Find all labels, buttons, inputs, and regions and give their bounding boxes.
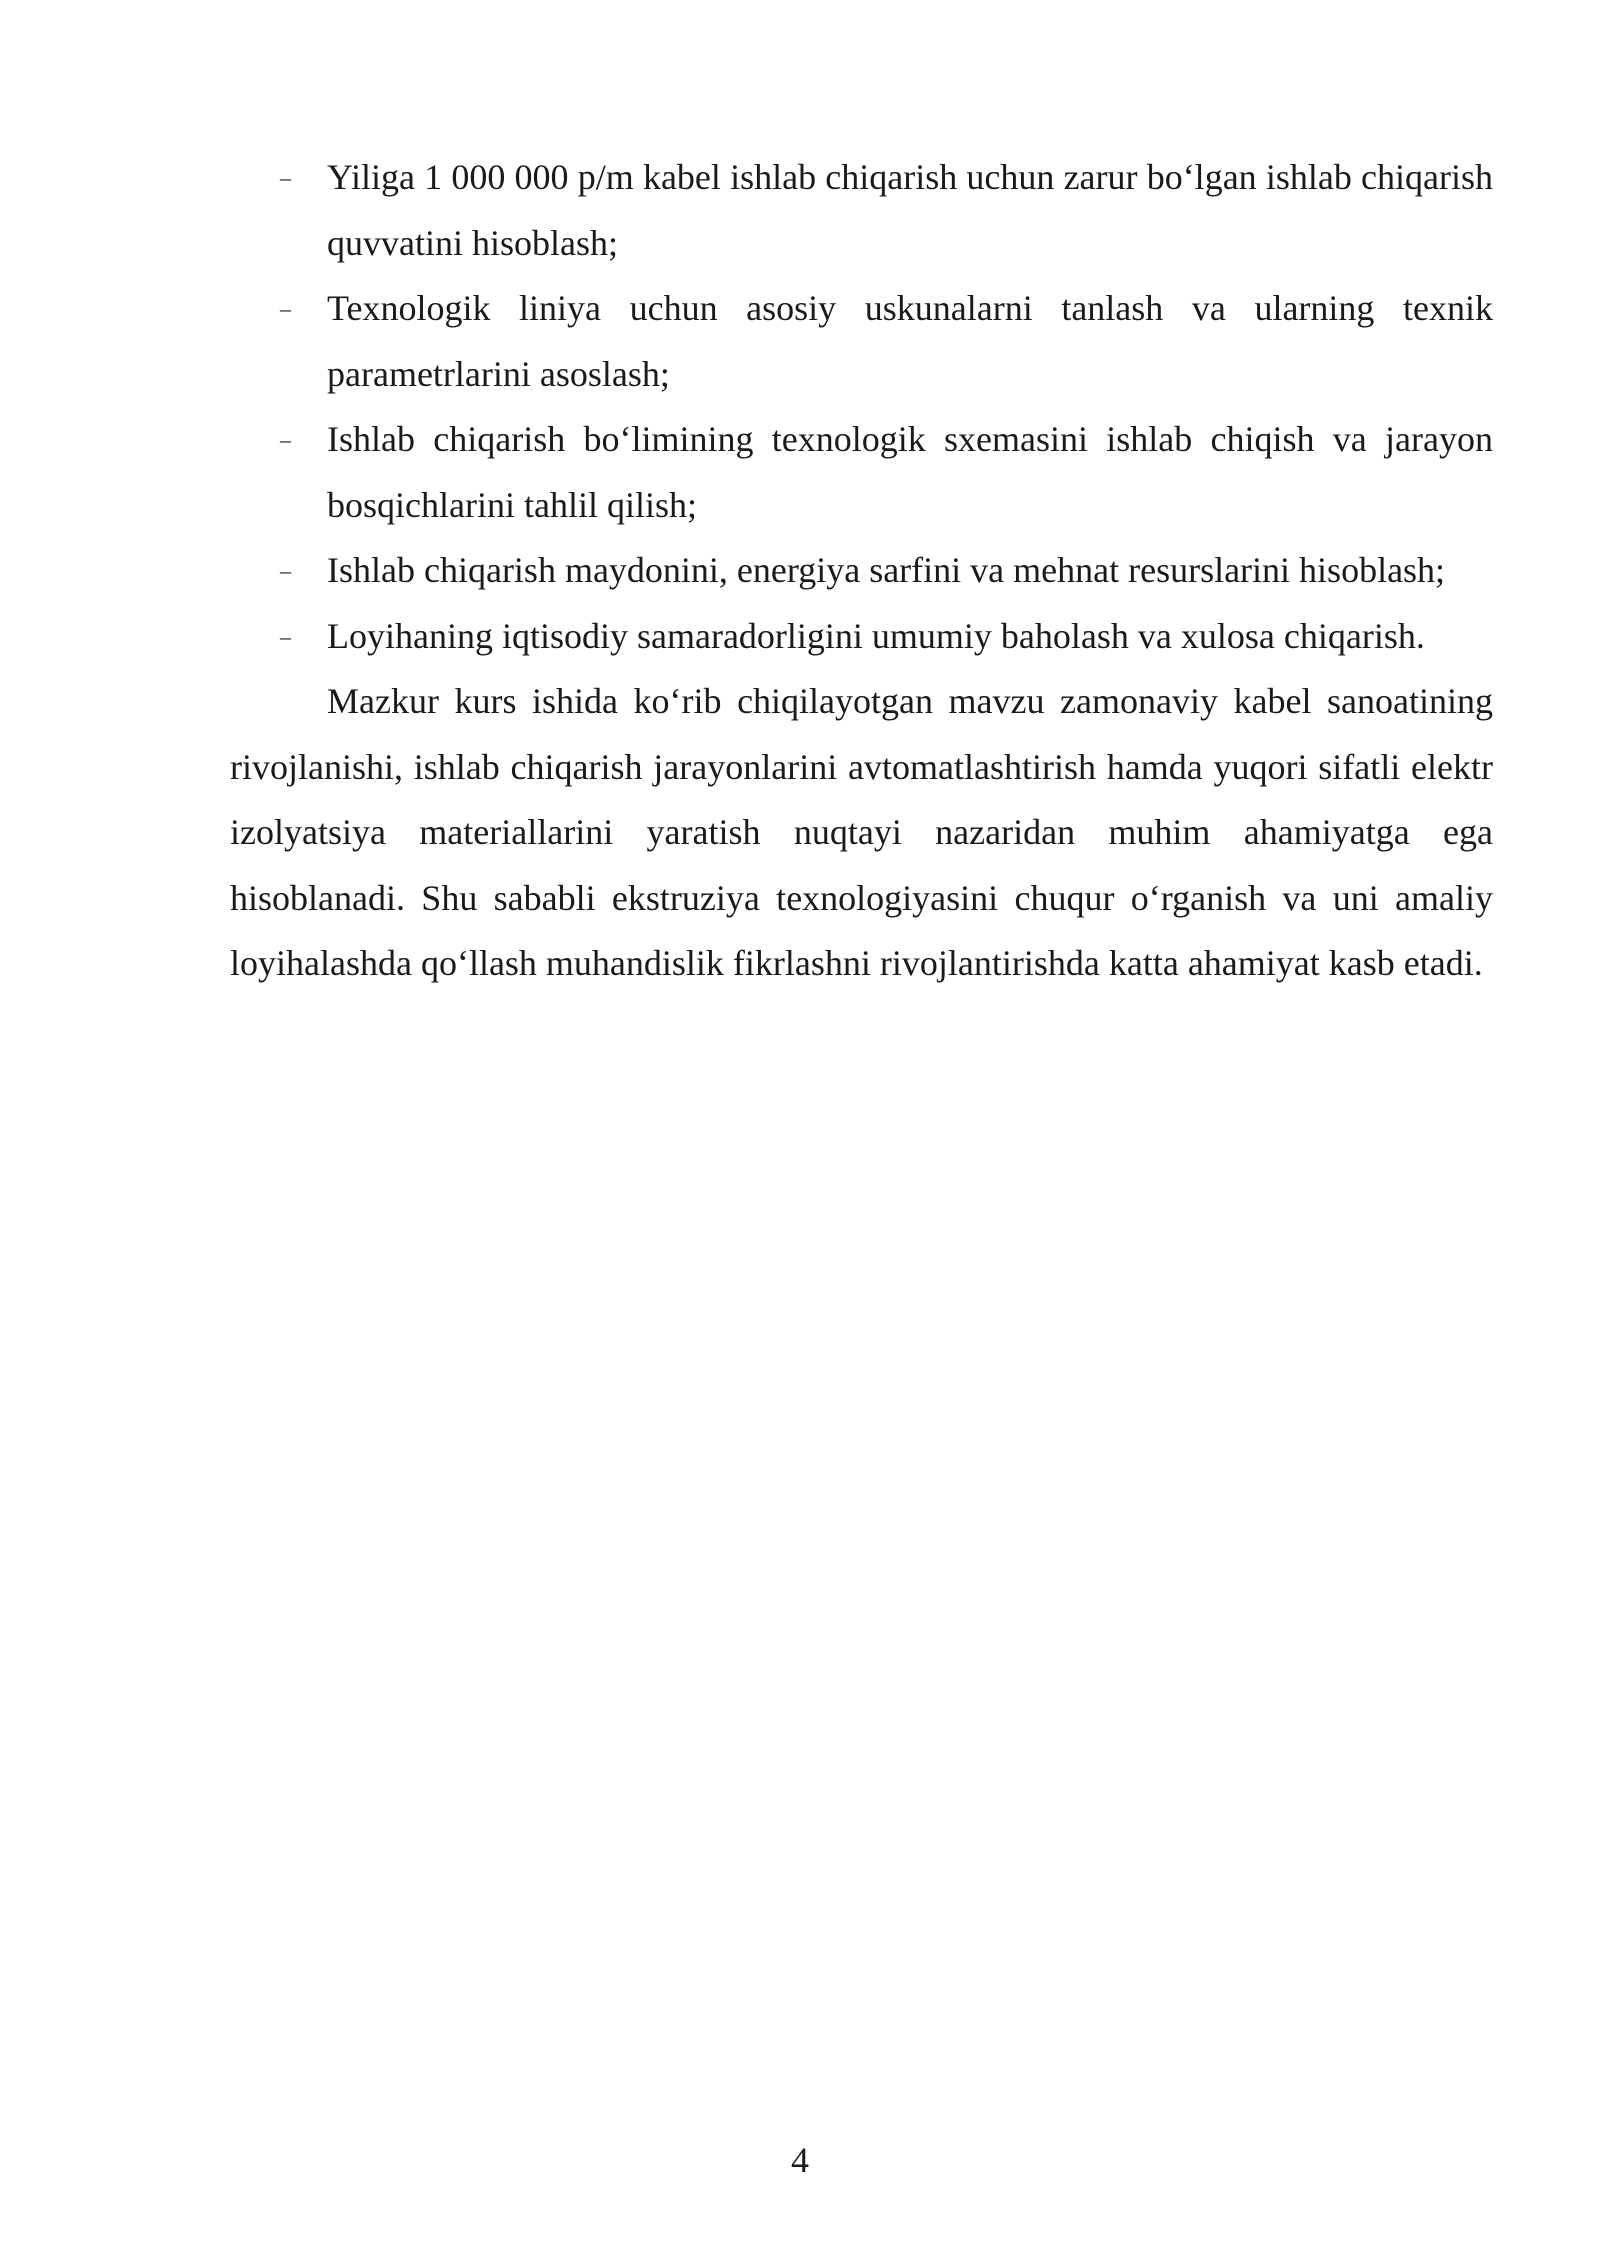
dash-bullet-icon: – [280, 558, 291, 583]
task-list [230, 145, 1493, 669]
list-item [230, 407, 1493, 538]
page-number: 4 [791, 2140, 809, 2180]
list-item [230, 276, 1493, 407]
dash-bullet-icon: – [280, 427, 291, 452]
list-item-text: Loyihaning iqtisodiy samaradorligini umumiy baholash va xulosa chiqarish. [327, 615, 1425, 656]
body-paragraph: Mazkur kurs ishida ko‘rib chiqilayotgan mavzu zamonaviy kabel sanoatining rivojlanishi, ishlab chiqarish jarayonlarini avtomatlashtirish hamda yuqori sifatli elektr izolyatsiya materiallarini yaratish nuqtayi nazaridan muhim ahamiyatga ega hisoblanadi. Shu sababli ekstruziya texnologiyasini chuqur o‘rganish va uni amaliy loyihalashda qo‘llash muhandislik fikrlashni rivojlantirishda katta ahamiyat kasb etadi. [230, 681, 1493, 983]
page-content [230, 145, 1493, 997]
list-item-text: Ishlab chiqarish maydonini, energiya sarfini va mehnat resurslarini hisoblash; [327, 550, 1446, 590]
list-item-text: Ishlab chiqarish bo‘limining texnologik sxemasini ishlab chiqish va jarayon bosqichlarini tahlil qilish; [327, 419, 1493, 525]
list-item-text: Yiliga 1 000 000 p/m kabel ishlab chiqarish uchun zarur bo‘lgan ishlab chiqarish quvvatini hisoblash; [327, 157, 1493, 263]
list-item [230, 145, 1493, 276]
dash-bullet-icon: – [280, 296, 291, 321]
list-item [230, 604, 1493, 670]
list-item-text: Texnologik liniya uchun asosiy uskunalarni tanlash va ularning texnik parametrlarini asoslash; [327, 288, 1493, 394]
dash-bullet-icon: – [280, 165, 291, 190]
list-item [230, 538, 1493, 604]
dash-bullet-icon: – [280, 623, 291, 649]
